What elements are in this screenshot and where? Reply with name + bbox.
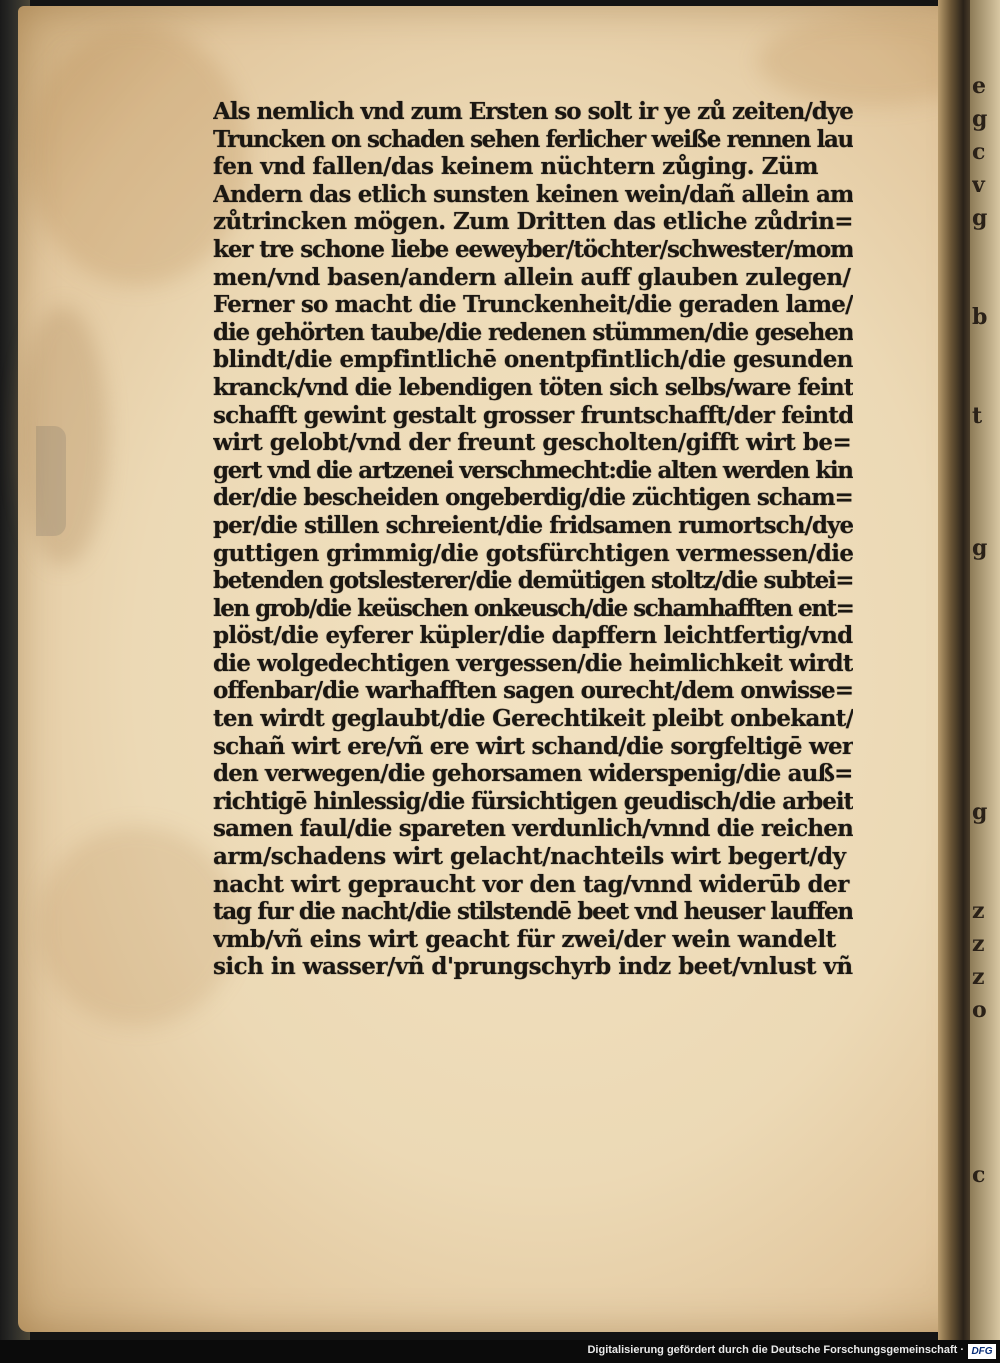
text-line: die gehörten taube/die redenen stümmen/die gesehen [213,318,853,346]
text-line: offenbar/die warhafften sagen ourecht/dem onwisse= [213,677,853,705]
text-line: Andern das etlich sunsten keinen wein/dañ allein am [213,180,853,208]
text-line: tag fur die nacht/die stilstendē beet vnd heuser lauffen [213,898,853,926]
facing-page-fragment [972,466,1000,499]
text-line: blindt/die empfintlichē onentpfintlich/die gesunden [213,346,853,374]
facing-page-fragment [972,763,1000,796]
text-line: fen vnd fallen/das keinem nüchtern zůging. Züm [213,153,818,181]
text-line: zůtrincken mögen. Zum Dritten das etliche zůdrin= [213,208,853,236]
facing-page-fragment [972,433,1000,466]
facing-page-fragment: z [972,898,985,924]
text-line: vmb/vñ eins wirt geacht für zwei/der wein wandelt [213,925,836,953]
facing-page-fragment: e [972,73,986,99]
dfg-logo: DFG [968,1344,996,1359]
facing-page-fragment [972,598,1000,631]
facing-page-fragment [972,829,1000,862]
facing-page-fragment: g [972,535,988,561]
facing-page-fragment: z [972,964,985,990]
facing-page-fragment [972,1027,1000,1060]
text-line: men/vnd basen/andern allein auff glauben zulegen/ [213,263,851,291]
text-line: die wolgedechtigen vergessen/die heimlichkeit wirdt [213,649,853,677]
text-line: guttigen grimmig/die gotsfürchtigen vermessen/die [213,539,853,567]
book-spine [938,0,974,1340]
clip-shadow [36,426,66,536]
facing-page-fragment: b [972,304,988,330]
facing-page-fragment [972,499,1000,532]
text-line: ker tre schone liebe eeweyber/töchter/schwester/mom [213,235,853,263]
facing-page-fragment [972,235,1000,268]
facing-page-fragment [972,1126,1000,1159]
text-line: len grob/die keüschen onkeusch/die schamhafften ent= [213,594,853,622]
water-stain [38,826,238,1026]
text-line: plöst/die eyferer küpler/die dapffern leichtfertig/vnd [213,622,853,650]
facing-page-fragment [972,664,1000,697]
facing-page-fragment [972,862,1000,895]
text-line: nacht wirt gepraucht vor den tag/vnnd widerūb der [213,870,849,898]
text-line: der/die bescheiden ongeberdig/die züchtigen scham= [213,484,853,512]
facing-page-text [972,70,1000,1192]
facing-page-fragment [972,268,1000,301]
text-line: schañ wirt ere/vñ ere wirt schand/die sorgfeltigē wer [213,732,853,760]
text-line: gert vnd die artzenei verschmecht:die alten werden kin [213,456,853,484]
facing-page-fragment [972,565,1000,598]
facing-page [970,0,1000,1340]
text-line: den verwegen/die gehorsamen widerspenig/die auß= [213,760,853,788]
facing-page-fragment: c [972,1162,986,1188]
facing-page-fragment [972,1093,1000,1126]
facing-page-fragment [972,1060,1000,1093]
text-line: richtigē hinlessig/die fürsichtigen geudisch/die arbeit [213,787,853,815]
facing-page-fragment: c [972,139,986,165]
text-line: Ferner so macht die Trunckenheit/die geraden lame/ [213,291,853,319]
text-line: kranck/vnd die lebendigen töten sich selbs/ware feint [213,373,853,401]
text-line: betenden gotslesterer/die demütigen stoltz/die subtei= [213,567,853,595]
facing-page-fragment: t [972,403,983,429]
facing-page-fragment: g [972,106,988,132]
facing-page-fragment [972,367,1000,400]
facing-page-fragment: g [972,799,988,825]
text-line: ten wirdt geglaubt/die Gerechtikeit pleibt onbekant/ [213,705,853,733]
text-line: arm/schadens wirt gelacht/nachteils wirt begert/dy [213,843,846,871]
text-line: Truncken on schaden sehen ferlicher weiße rennen lau [213,125,853,153]
facing-page-fragment: v [972,172,985,198]
facing-page-fragment [972,697,1000,730]
text-line: Als nemlich vnd zum Ersten so solt ir ye zů zeiten/dye [213,98,853,125]
facing-page-fragment: z [972,931,985,957]
text-line: wirt gelobt/vnd der freunt gescholten/gifft wirt be= [213,429,852,457]
fraktur-text-block [213,98,853,981]
text-line: per/die stillen schreient/die fridsamen rumortsch/dye [213,511,853,539]
funding-credit: Digitalisierung gefördert durch die Deutsche Forschungsgemeinschaft · [587,1344,964,1356]
facing-page-fragment: g [972,205,988,231]
facing-page-fragment [972,334,1000,367]
facing-page-fragment [972,730,1000,763]
text-line: sich in wasser/vñ d'prungschyrb indz beet/vnlust vñ [213,953,853,981]
digitization-footer [0,1340,1000,1363]
text-line: samen faul/die spareten verdunlich/vnnd die reichen [213,815,853,843]
facing-page-fragment [972,631,1000,664]
facing-page-fragment: o [972,997,987,1023]
text-line: schafft gewint gestalt grosser fruntschafft/der feintd [213,401,853,429]
